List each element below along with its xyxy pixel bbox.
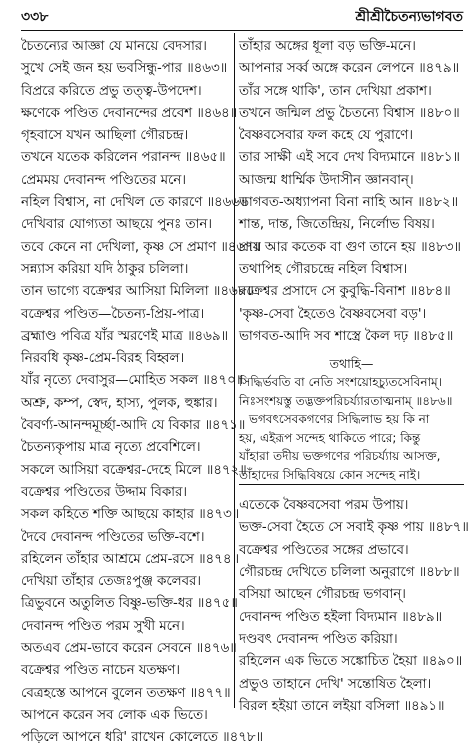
- right-column: [239, 36, 469, 718]
- verse-line: তাঁর সঙ্গে থাকি', তান দেখিয়া প্রকাশ।: [239, 83, 432, 99]
- verse-line: বসিয়া আছেন গৌরচন্দ্র ভগবান্।: [239, 587, 406, 603]
- verse-line: সন্ন্যাস করিয়া যদি ঠাকুর চলিলা।: [21, 261, 189, 277]
- verse-line: বেত্রহস্তে আপনে বুলেন ততক্ষণ ॥৪৭৭॥: [21, 685, 231, 701]
- verse-line: তখনে যতেক করিলেন পরানন্দ ॥৪৬৫॥: [21, 150, 226, 166]
- left-column: [21, 36, 263, 750]
- verse-line: ভক্ত-সেবা হৈতে সে সবাই কৃষ্ণ পায় ॥৪৮৭॥: [239, 520, 469, 536]
- verse-line: দেখিয়া তাঁহার তেজঃপুঞ্জ কলেবর।: [21, 574, 202, 590]
- verse-line: নহিল বিশ্বাস, না দেখিল তে কারণে ॥৪৬৬॥: [21, 195, 248, 211]
- verse-line: বিপ্ররে করিতে প্রভু তত্ত্ব-উপদেশ।: [21, 83, 202, 99]
- running-title: শ্রীশ্রীচৈতন্যভাগবত: [355, 9, 463, 25]
- verse-line: সকল কহিতে শক্তি আছয়ে কাহার ॥৪৭৩॥: [21, 507, 240, 523]
- verse-line: তখনে জন্মিল প্রভু চৈতন্যে বিশ্বাস ॥৪৮০॥: [239, 105, 460, 121]
- verse-line: পড়িলে আপনে ধরি' রাখেন কোলেতে ॥৪৭৮॥: [21, 730, 263, 746]
- page-number: ৩৩৮: [21, 9, 49, 25]
- verse-line: তান ভাগ্যে বক্রেশ্বর আসিয়া মিলিলা ॥৪৬৮॥: [21, 284, 254, 300]
- verse-line: সুখে সেই জন হয় ভবসিন্ধু-পার ॥৪৬৩॥: [21, 61, 228, 77]
- quotation-heading: তথাহি—: [329, 356, 374, 372]
- verse-line: বক্রেশ্বর পণ্ডিতের উদ্দাম বিকার।: [21, 484, 188, 500]
- commentary-line: হয়, এইরূপ সন্দেহ থাকিতে পারে; কিন্তু: [239, 430, 421, 445]
- verse-line: ব্রহ্মাণ্ড পবিত্র যাঁর স্মরণেই মাত্র ॥৪৬৯॥: [21, 328, 228, 344]
- verse-line: ভাগবত-আদি সব শাস্ত্রে কৈল দঢ় ॥৪৮৫॥: [239, 328, 454, 344]
- header-rule: [21, 30, 463, 31]
- verse-line: অশ্রু, কম্প, স্বেদ, হাস্য, পুলক, হুঙ্কার।: [21, 395, 218, 411]
- verse-line: প্রেমময় দেবানন্দ পণ্ডিতের মনে।: [21, 172, 186, 188]
- verse-line: বক্রেশ্বর প্রসাদে সে কুবুদ্ধি-বিনাশ ॥৪৮৪॥: [239, 284, 451, 300]
- verse-line: দণ্ডবৎ দেবানন্দ পণ্ডিত করিয়া।: [239, 631, 398, 647]
- verse-line: বক্রেশ্বর পণ্ডিতের সঙ্গের প্রভাবে।: [239, 542, 409, 558]
- commentary-line: তাঁহাদের সিদ্ধিবিষয়ে কোন সন্দেহ নাই।: [239, 466, 464, 486]
- verse-line: ভাগবত-অধ্যাপনা বিনা নাহি আন ॥৪৮২॥: [239, 195, 459, 211]
- verse-line: রহিলেন এক ভিতে সঙ্কোচিত হৈয়া ॥৪৯০॥: [239, 654, 463, 670]
- verse-line: বক্রেশ্বর পণ্ডিত নাচেন যতক্ষণ।: [21, 663, 180, 679]
- verse-line: তার সাক্ষী এই সবে দেখ বিদ্যমানে ॥৪৮১॥: [239, 150, 460, 166]
- page-header: [21, 0, 463, 30]
- verse-line: চৈতন্যকৃপায় মাত্র নৃত্যে প্রবেশিলে।: [21, 440, 201, 456]
- verse-line: ত্রিভুবনে অতুলিত বিষ্ণু-ভক্তি-ধর ॥৪৭৫॥: [21, 596, 238, 612]
- verse-line: দেবানন্দ পণ্ডিত হইলা বিদ্যমান ॥৪৮৯॥: [239, 609, 443, 625]
- verse-line: চৈতন্যের আজ্ঞা যে মানয়ে বেদসার।: [21, 39, 207, 54]
- verse-line: আজন্ম ধার্ম্মিক উদাসীন জ্ঞানবান্।: [239, 172, 414, 188]
- verse-line: গৌরচন্দ্র দেখিতে চলিলা অনুরাগে ॥৪৮৮॥: [239, 565, 460, 581]
- verse-line: নিরবধি কৃষ্ণ-প্রেম-বিরহ বিহ্বল।: [21, 351, 185, 367]
- verse-line: অতএব প্রেম-ভাবে করেন সেবনে ॥৪৭৬॥: [21, 641, 237, 657]
- verse-line: 'কৃষ্ণ-সেবা হৈতেও বৈষ্ণবসেবা বড়'।: [239, 306, 427, 322]
- sanskrit-verse-line: সিদ্ধির্ভবতি বা নেতি সংশয়োহচ্যুতসেবিনাম্।: [239, 375, 443, 390]
- verse-line: দেবানন্দ পণ্ডিত পরম সুখী মনে।: [21, 618, 185, 634]
- verse-line: দেখিবার যোগ্যতা আছয়ে পুনঃ তান।: [21, 217, 213, 233]
- sanskrit-verse-line: নিঃসংশয়স্তু তদ্ভক্তপরিচর্য্যারতাত্মনাম্ ॥৪৮৬॥: [239, 393, 453, 408]
- verse-line: দৈবে দেবানন্দ পণ্ডিতের ভক্তি-বশে।: [21, 529, 205, 545]
- verse-line: আপনার সর্ব্ব অঙ্গে করেন লেপনে ॥৪৭৯॥: [239, 61, 460, 77]
- verse-line: তথাপিহ গৌরচন্দ্রে নহিল বিশ্বাস।: [239, 261, 408, 277]
- verse-line: আপনে করেন সব লোক এক ভিতে।: [21, 707, 208, 723]
- verse-line: বৈষ্ণবসেবার ফল কহে যে পুরাণে।: [239, 128, 413, 144]
- verse-line: সকলে আসিয়া বক্রেশ্বর-দেহে মিলে ॥৪৭২॥: [21, 462, 247, 478]
- verse-line: রহিলেন তাঁহার আশ্রমে প্রেম-রসে ॥৪৭৪॥: [21, 551, 239, 567]
- verse-line: বক্রেশ্বর পণ্ডিত—চৈতন্য-প্রিয়-পাত্র।: [21, 306, 205, 322]
- verse-line: প্রায় আর কতেক বা গুণ তানে হয় ॥৪৮৩॥: [239, 239, 461, 255]
- verse-line: শান্ত, দান্ত, জিতেন্দ্রিয়, নির্লোভ বিষয়।: [239, 217, 435, 233]
- verse-line: গৃহবাসে যখন আছিলা গৌরচন্দ্র।: [21, 128, 189, 144]
- verse-line: তবে কেনে না দেখিলা, কৃষ্ণ সে প্রমাণ ॥৪৬৭॥: [21, 239, 262, 255]
- verse-line: বিরল হইয়া তানে লইয়া বসিলা ॥৪৯১॥: [239, 698, 445, 714]
- verse-line: যাঁর নৃত্যে দেবাসুর—মোহিত সকল ॥৪৭০॥: [21, 373, 244, 389]
- verse-line: বৈবর্ণ্য-আনন্দমূর্চ্ছা-আদি যে বিকার ॥৪৭১॥: [21, 418, 246, 434]
- verse-line: তাঁহার অঙ্গের ধূলা বড় ভক্তি-মনে।: [239, 39, 416, 54]
- verse-line: প্রভুও তাহানে দেখি' সন্তোষিত হৈলা।: [239, 676, 432, 692]
- verse-line: এতেকে বৈষ্ণবসেবা পরম উপায়।: [239, 498, 409, 514]
- verse-line: ক্ষণেকে পণ্ডিত দেবানন্দের প্রবেশ ॥৪৬৪॥: [21, 105, 238, 121]
- quotation-block: [239, 354, 464, 485]
- commentary-line: ভগবৎসেবকগণের সিদ্ধিলাভ হয় কি না: [249, 412, 430, 427]
- commentary-line: যাঁহারা তদীয় ভক্তগণের পরিচর্য্যায় আসক্ত,: [239, 449, 441, 464]
